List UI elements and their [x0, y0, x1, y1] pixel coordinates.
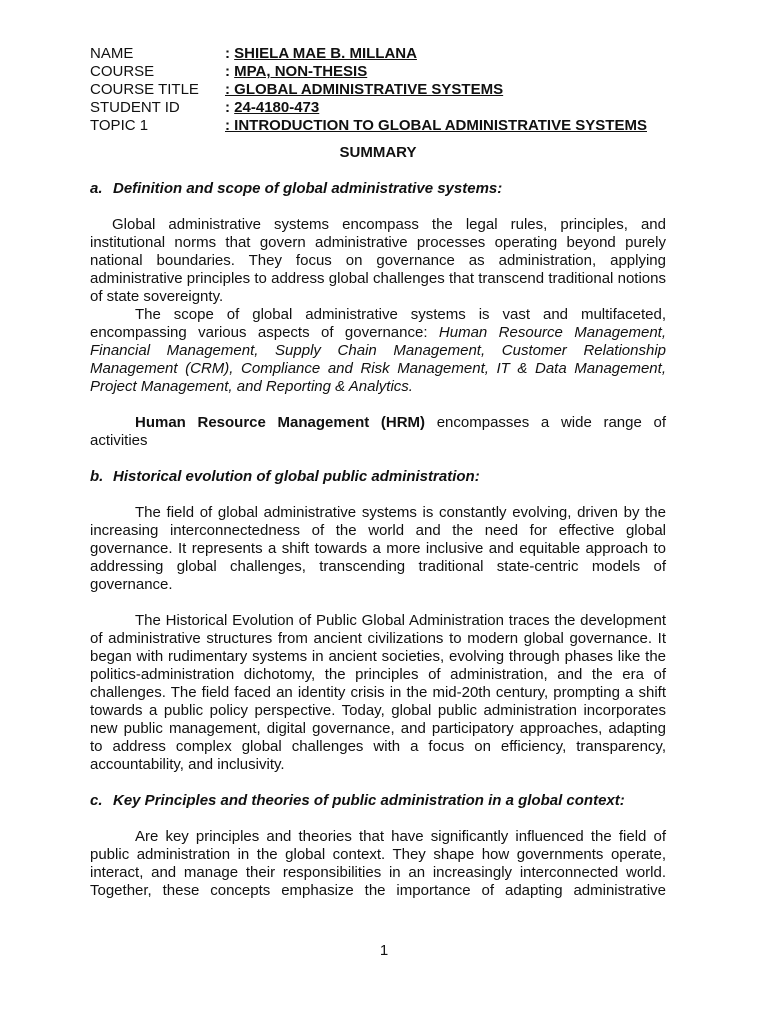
colon: :: [225, 45, 230, 62]
student-id-label: STUDENT ID: [90, 99, 180, 116]
course-title-label: COURSE TITLE: [90, 81, 199, 98]
section-c-paragraph-1: Are key principles and theories that have significantly influenced the field of public administration in the global context. They shape how governments operate, interact, and manage their responsibilities in an increasingly interconnected world. Together, these concepts emphasize the importance of adapting administrative: [90, 828, 666, 899]
section-a-paragraph-2: The scope of global administrative systems is vast and multifaceted, encompassing various aspects of governance: Human Resource Management, Financial Management, Supply Chain Management, Customer Relationship Management (CRM), Compliance and Risk Management, IT & Data Management, Project Management, and Reporting & Analytics.: [90, 306, 667, 395]
course-title-value: GLOBAL ADMINISTRATIVE SYSTEMS: [230, 81, 504, 98]
colon: :: [225, 117, 230, 134]
course-label: COURSE: [90, 63, 155, 80]
section-a-title: Definition and scope of global administrative systems:: [113, 180, 503, 197]
summary-title: SUMMARY: [339, 144, 417, 161]
topic-label: TOPIC 1: [90, 117, 149, 134]
section-a-letter: a.: [90, 180, 103, 197]
section-b-letter: b.: [90, 468, 104, 485]
document-page: [90, 45, 666, 900]
section-a-heading: [90, 180, 666, 198]
student-id-row: [90, 99, 666, 117]
section-c-title: Key Principles and theories of public administration in a global context:: [113, 792, 625, 809]
page-number: 1: [379, 942, 389, 959]
section-b-title: Historical evolution of global public administration:: [113, 468, 480, 485]
section-b-paragraph-1: The field of global administrative systems is constantly evolving, driven by the increasing interconnectedness of the world and the need for effective global governance. It represents a shift towards a more inclusive and equitable approach to addressing global challenges, transcending traditional state-centric models of governance.: [90, 504, 666, 593]
topic-value: INTRODUCTION TO GLOBAL ADMINISTRATIVE SYSTEMS: [230, 117, 647, 134]
course-row: [90, 63, 666, 81]
section-b-heading: [90, 468, 666, 486]
colon: :: [225, 81, 230, 98]
section-b-paragraph-2: The Historical Evolution of Public Global Administration traces the development of administrative structures from ancient civilizations to modern global governance. It began with rudimentary systems in ancient societies, evolving through phases like the politics-administration dichotomy, the principles of administration, and the era of challenges. The field faced an identity crisis in the mid-20th century, prompting a shift towards a public policy perspective. Today, global public administration incorporates new public management, digital governance, and participatory approaches, adapting to address complex global challenges with a focus on efficiency, transparency, accountability, and inclusivity.: [90, 612, 666, 773]
colon: :: [225, 63, 230, 80]
section-c-letter: c.: [90, 792, 103, 809]
course-title-row: [90, 81, 666, 99]
student-id-value: 24-4180-473: [234, 99, 320, 116]
section-a-paragraph-3: Human Resource Management (HRM) encompasses a wide range of activities: [90, 414, 666, 449]
name-row: [90, 45, 666, 63]
colon: :: [225, 99, 230, 116]
section-c-heading: [90, 792, 666, 810]
section-a-paragraph-1: Global administrative systems encompass the legal rules, principles, and institutional norms that govern administrative processes operating beyond purely national boundaries. They focus on governance as administration, applying administrative principles to address global challenges that transcend traditional notions of state sovereignty.: [90, 216, 666, 305]
name-value: SHIELA MAE B. MILLANA: [234, 45, 417, 62]
name-label: NAME: [90, 45, 134, 62]
topic-row: [90, 117, 666, 135]
course-value: MPA, NON-THESIS: [234, 63, 368, 80]
